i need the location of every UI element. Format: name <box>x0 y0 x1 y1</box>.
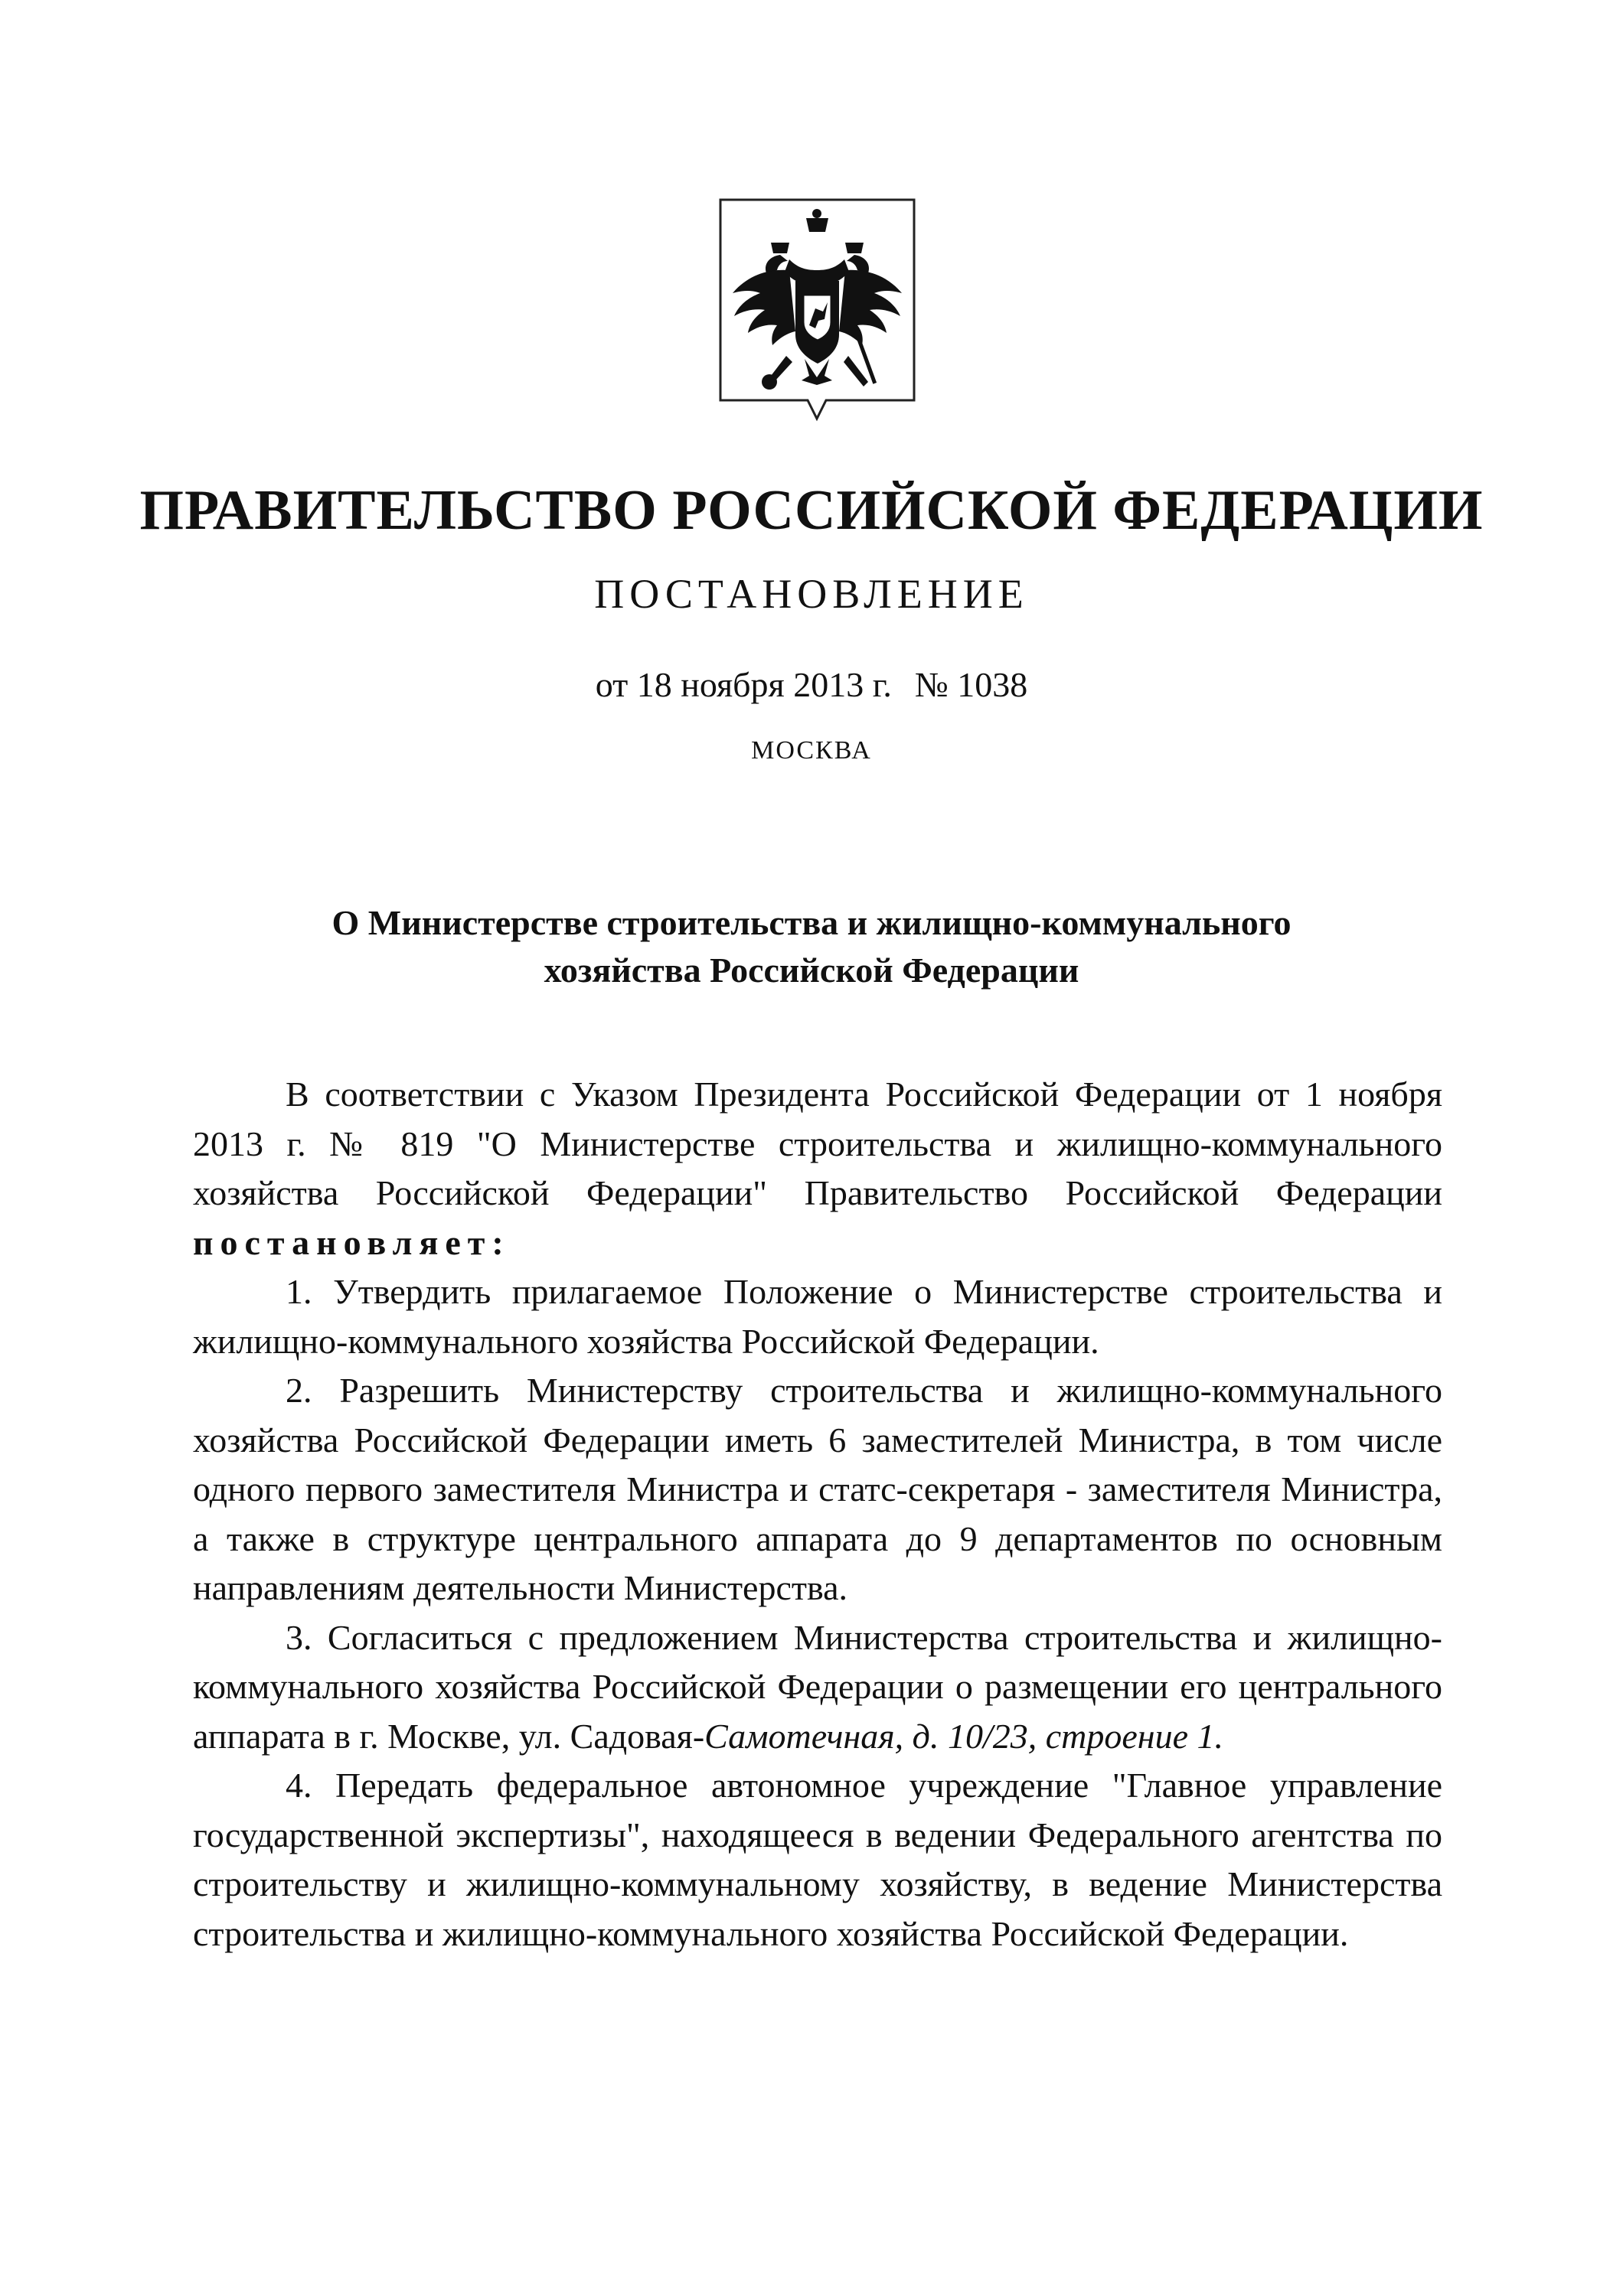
item-3-text: 3. Согласиться с предложением Министерства строительства и жилищно-коммунального хозяйства Российской Федерации о размещении его центрального аппарата в г. Москве, ул. Садовая- <box>193 1617 1442 1756</box>
document-heading <box>191 899 1432 994</box>
preamble <box>193 1070 1442 1267</box>
decree-type: ПОСТАНОВЛЕНИЕ <box>594 571 1029 617</box>
item-4: 4. Передать федеральное автономное учреждение "Главное управление государственной экспертизы", находящееся в ведении Федерального агентства по строительству и жилищно-коммунальному хозяйству, в ведение Министерства строительства и жилищно-коммунального хозяйства Российской Федерации. <box>193 1766 1442 1953</box>
preamble-text: В соответствии с Указом Президента Российской Федерации от 1 ноября 2013 г. № 819 "О Министерстве строительства и жилищно-коммунального хозяйства Российской Федерации" Правительство Российской Федерации <box>193 1075 1442 1212</box>
government-title: ПРАВИТЕЛЬСТВО РОССИЙСКОЙ ФЕДЕРАЦИИ <box>139 479 1484 542</box>
decree-city: МОСКВА <box>751 736 872 765</box>
decrees-word: постановляет: <box>193 1222 511 1262</box>
coat-of-arms <box>716 195 919 429</box>
heading-line-2: хозяйства Российской Федерации <box>544 951 1079 990</box>
decree-number: № 1038 <box>914 665 1028 704</box>
decree-date: от 18 ноября 2013 г. <box>595 665 892 704</box>
item-3-address: Самотечная, д. 10/23, строение 1. <box>704 1716 1224 1756</box>
item-3 <box>193 1613 1442 1762</box>
russian-coat-of-arms-icon <box>716 195 919 429</box>
decree-date-line <box>0 664 1623 705</box>
heading-line-1: О Министерстве строительства и жилищно-коммунального <box>331 903 1292 942</box>
document-body <box>193 1070 1442 1958</box>
item-1: 1. Утвердить прилагаемое Положение о Министерстве строительства и жилищно-коммунального хозяйства Российской Федерации. <box>193 1272 1442 1361</box>
item-2: 2. Разрешить Министерству строительства и жилищно-коммунального хозяйства Российской Федерации иметь 6 заместителей Министра, в том числе одного первого заместителя Министра и статс-секретаря - заместителя Министра, а также в структуре центрального аппарата до 9 департаментов по основным направлениям деятельности Министерства. <box>193 1371 1442 1607</box>
